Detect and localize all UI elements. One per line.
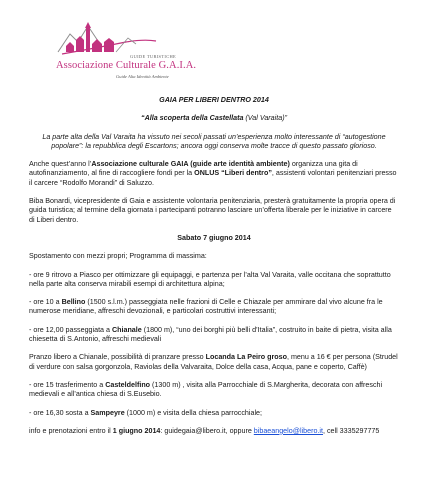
program-item-1630 bbox=[29, 409, 399, 418]
text: (1300 m) , visita alla Parrocchiale di S.Margherita, decorata con affreschi medievali e all’antica chiesa di S.Eusebio. bbox=[29, 380, 383, 399]
document-body bbox=[29, 96, 399, 436]
program-item-15 bbox=[29, 381, 399, 400]
text: - ore 16,30 sosta a bbox=[29, 408, 91, 417]
subtitle-rest: (Val Varaita)” bbox=[243, 114, 287, 123]
text: Pranzo libero a Chianale, possibilità di pranzare presso bbox=[29, 353, 206, 362]
place-bold: Sampeyre bbox=[90, 408, 125, 417]
place-bold: Casteldelfino bbox=[105, 380, 151, 389]
text: , menu a 16 € per persona (Strudel di verdure con salsa gorgonzola, Raviolas della Valvaraita, Dolce della casa, Acqua, pane e coperto, Caffè) bbox=[29, 353, 398, 371]
paragraph-association bbox=[29, 160, 399, 188]
restaurant-bold: Locanda La Peiro groso bbox=[205, 353, 287, 362]
onlus-name-bold: ONLUS “Liberi dentro” bbox=[194, 169, 272, 178]
text: Anche quest’anno l’ bbox=[29, 160, 92, 169]
logo-tagline: GUIDE TURISTICHE bbox=[130, 54, 177, 59]
program-item-9: - ore 9 ritrovo a Piasco per ottimizzare gli equipaggi, e partenza per l’alta Val Varaita, valle occitana che soprattutto nella parte alta conserva mirabili esempi di architettura alpina; bbox=[29, 270, 391, 288]
text: , cell 3335297775 bbox=[322, 426, 380, 435]
subtitle-bold: “Alla scoperta della Castellata bbox=[141, 114, 244, 123]
place-bold: Chianale bbox=[111, 325, 142, 334]
program-item-10 bbox=[29, 298, 399, 317]
lunch-paragraph bbox=[29, 353, 399, 372]
gaia-logo bbox=[56, 8, 197, 86]
text: (1000 m) e visita della chiesa parrocchiale; bbox=[124, 408, 262, 417]
text: info e prenotazioni entro il bbox=[29, 426, 113, 435]
mountain-houses-logo-icon bbox=[56, 8, 176, 58]
info-paragraph bbox=[29, 427, 399, 436]
paragraph-program-intro: Spostamento con mezzi propri; Programma di massima: bbox=[29, 252, 207, 261]
text: organizza una gita di autofinanziamento, al fine di raccogliere fondi per la bbox=[29, 160, 358, 178]
text: - ore 15 trasferimento a bbox=[29, 380, 106, 389]
intro-paragraph: La parte alta della Val Varaita ha vissuto nei secoli passati un’esperienza molto interessante di “autogestione popolare”: la repubblica degli Escartons; ancora oggi conserva molte tracce di questo passato glorioso. bbox=[42, 132, 386, 150]
logo-subtitle: Guide Alta Identità Ambiente bbox=[116, 74, 169, 79]
email-link[interactable]: bibaeangelo@libero.it bbox=[253, 426, 323, 435]
event-date: Sabato 7 giugno 2014 bbox=[177, 233, 251, 242]
text: (1800 m), “uno dei borghi più belli d’Italia”, costruito in baite di pietra, visita alla chiesetta di S.Antonio, affreschi medievali bbox=[29, 325, 392, 344]
program-item-12 bbox=[29, 326, 399, 345]
text: , assistenti volontari penitenziari presso il carcere “Rodolfo Morandi” di Saluzzo. bbox=[29, 169, 397, 187]
text: (1500 s.l.m.) passeggiata nelle frazioni di Celle e Chiazale per ammirare dal vivo alcune fra le numerose meridiane, affreschi devozionali, e particolari costruttivi interessanti; bbox=[29, 298, 383, 316]
text: - ore 12,00 passeggiata a bbox=[29, 325, 112, 334]
document-subtitle bbox=[29, 114, 399, 123]
logo-association-name: Associazione Culturale G.A.I.A. bbox=[56, 60, 197, 71]
text: : guidegaia@libero.it, oppure bbox=[160, 426, 254, 435]
place-bold: Bellino bbox=[61, 298, 86, 307]
deadline-bold: 1 giugno 2014 bbox=[112, 426, 161, 435]
paragraph-guide: Biba Bonardi, vicepresidente di Gaia e assistente volontaria penitenziaria, presterà gratuitamente la propria opera di guida turistica; al termine della giornata i partecipanti potranno lasciare un’offerta liberale per le iniziative in carcere di Liberi dentro. bbox=[29, 197, 396, 224]
document-title: GAIA PER LIBERI DENTRO 2014 bbox=[159, 96, 269, 104]
association-name-bold: Associazione culturale GAIA (guide arte identità ambiente) bbox=[91, 160, 290, 169]
text: - ore 10 a bbox=[29, 298, 62, 307]
